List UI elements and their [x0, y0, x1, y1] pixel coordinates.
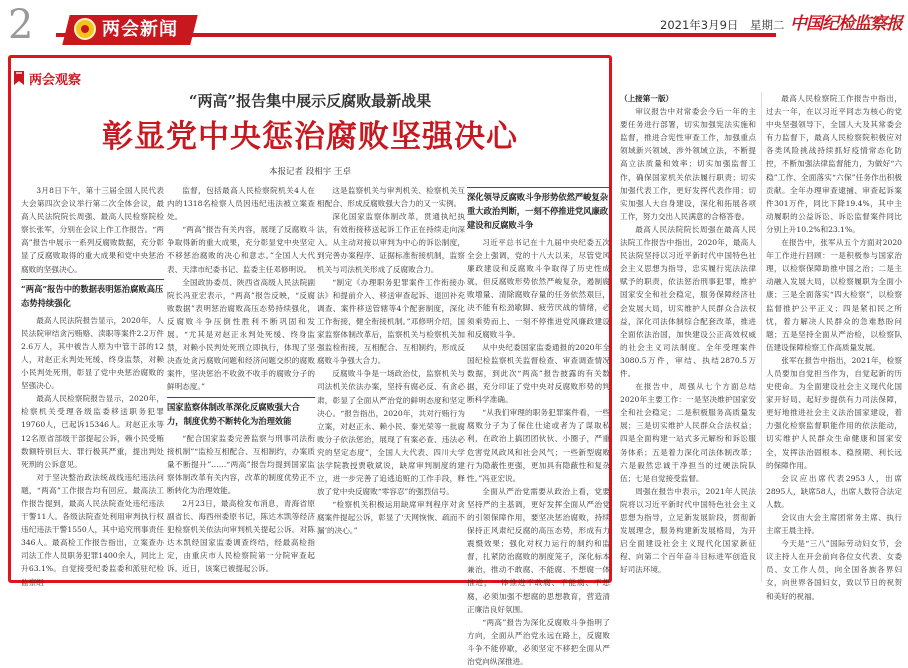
paragraph: 会议由大会主席团常务主席、执行主席王晨主持。 [766, 513, 902, 536]
article-byline: 本报记者 段相宇 王卓 [269, 167, 351, 177]
page-number: 2 [8, 2, 34, 48]
article-column-4 [467, 184, 610, 666]
paragraph: 全面从严治党需要从政治上看，党要坚持严的主基调，更好发挥全面从严治党的引领保障作用，要坚决惩治腐败，持续保持正风肃纪反腐的高压态势，形成有力震慑效果；强化对权力运行的制约和监督，扎紧防治腐败的制度笼子，深化标本兼治，推动不敢腐、不能腐、不想腐一体推进，一体推进不敢腐、不能腐、不想腐，必须加强不想腐的思想教育，营造清正廉洁良好氛围。 [467, 486, 610, 614]
paragraph: 反腐败斗争是一场政治仗，监察机关与司法机关依法办案，坚持有腐必反、有贪必肃，彰显了全面从严治党的鲜明态度和坚定决心。“报告指出，2020年，共对行贿行为立案，对赵正永、赖小民、秦光荣等一批腐败分子依法惩治，展现了有案必查、违法必究的坚定态度”，全国人大代表、四川大学法学院教授贾敬斌说，缺席审判制度的建立，进一步完善了追逃追赃的工作手段，释放了党中央反腐败“零容忍”的强烈信号。 [317, 369, 465, 497]
paragraph: “检察机关积极运用缺席审判程序对贪腐案件提起公诉，彰显了‘天网恢恢、疏而不漏’的决心。” [317, 500, 465, 536]
bookmark-icon [13, 71, 25, 85]
article-headline: 彰显党中央惩治腐败坚强决心 [102, 119, 518, 155]
national-emblem-icon [74, 18, 96, 40]
paragraph: 张军在报告中指出，2021年，检察人员要加自觉担当作为，自觉起新的历史使命。为全面建设社会主义现代化国家开好局、起好步提供有力司法保障，更好地推进社会主义法治国家建设，着力强化检察监督职能作用的依法能动，切实维护人民群众生命健康和国家安全，发挥法治固根本、稳预期、利长远的保障作用。 [766, 355, 902, 470]
subheading: 深化领导反腐败斗争形势依然严峻复杂重大政治判断，一刻不停推进党风廉政建设和反腐败斗争 [467, 187, 610, 234]
paragraph: 深化国家监察体制改革，贯通执纪执法，有效衔接移送起诉工作正在持续走向深入。从主动对接以审判为中心的诉讼制度，到完善办案程序、证据标准衔接机制，监察机关与司法机关形成了反腐败合力。 [317, 212, 465, 274]
right-column-1 [620, 92, 756, 582]
article-column-1 [21, 184, 164, 587]
paragraph: 全国政协委员、陕西省高级人民法院副院长冯亚宏表示，“两高”报告反映，“反腐败数据”表明惩治腐败高压态势持续强化，反腐败斗争压倒性胜利不断巩固和发展。“尤其是对赵正永判处死缓、终身监禁，对赖小民判处死刑立即执行，体现了坚决查处贪污腐败问题和经济问题交织的腐败案件，坚决惩治不收敛不收手的腐败分子的鲜明态度。” [167, 277, 315, 392]
paragraph: “从我们审理的职务犯罪案件看，一些腐败分子为了保住仕途或者为了谋取私利，在政治上搞团团伙伙、小圈子，严重危害党风政风和社会风气；一些新型腐败行为隐蔽性更强，更加具有隐蔽性和复杂性。”冯亚宏说。 [467, 408, 610, 483]
paragraph: 会议应出席代表2953人，出席2895人，缺席58人，出席人数符合法定人数。 [766, 473, 902, 509]
paragraph: 对于坚决整治政法统战线违纪违法问题，“两高”工作报告均有回应。最高法工作报告提到，最高人民法院查处违纪违法干警11人。各级法院查处利用审判执行权违纪违法干警1550人，其中追究刑事责任346人。最高检工作报告指出，立案查办司法工作人员职务犯罪1400余人，同比上升63.1%。自觉接受纪委监委和派驻纪检监察组 [21, 472, 164, 587]
paragraph: 最高人民法院报告显示，2020年，人民法院审结贪污贿赂、渎职等案件2.2万件2.6万人，其中被告人原为中管干部的12人，对赵正永判处死缓、终身监禁，对赖小民判处死刑，彰显了党中央惩治腐败的坚强决心。 [21, 315, 164, 391]
masthead [0, 0, 908, 50]
column-divider [761, 92, 762, 582]
paragraph: 从中央纪委国家监委通报的2020年全国纪检监察机关监督检查、审查调查情况数据，到此次“两高”报告披露的有关数据，充分印证了党中央对反腐败形势的判断科学准确。 [467, 342, 610, 405]
paragraph: 监督，包括最高人民检察院机关4人在内的1318名检察人员因违纪违法被立案查处。 [167, 186, 315, 222]
paragraph: 3月8日下午，第十三届全国人民代表大会第四次会议举行第二次全体会议，最高人民法院院长周强、最高人民检察院检察长张军，分别在会议上作工作报告。“两高”报告中展示一系列反腐败数据，充分彰显了反腐败取得的重大成果和党中央惩治腐败的坚强决心。 [21, 186, 164, 274]
paragraph: “制定《办理职务犯罪案件工作衔接办法》和提前介入、移送审查起诉、退回补充调查、案件移送管辖等4个配套制度，深化工作衔接，健全衔接机制。”邓修明介绍，国家监察体制改革后，监察机关与检察机关加强监检衔接，互相配合、互相制约，形成反腐败斗争强大合力。 [317, 277, 465, 366]
issue-date: 2021年3月9日 [660, 18, 739, 32]
paragraph: 今天是“三八”国际劳动妇女节，会议主持人在开会前向各位女代表、女委员、女工作人员，向全国各族各界妇女，向世界各国妇女，致以节日的祝贺和美好的祝福。 [766, 539, 902, 601]
right-column-2 [766, 92, 902, 601]
issue-weekday: 星期二 [750, 18, 785, 32]
section-title: 两会新闻 [102, 19, 178, 40]
newspaper-logo: 中国纪检监察报 [790, 14, 902, 34]
paragraph: 在报告中，周强从七个方面总结2020年主要工作：一是坚决维护国家安全和社会稳定；二是积极服务高质量发展；三是切实维护人民群众合法权益；四是全面构建一站式多元解纷和诉讼服务体系；五是着力深化司法体制改革；六是毅然忠诚干净担当的过硬法院队伍；七是自觉接受监督。 [620, 382, 756, 483]
subheading: “两高”报告中的数据表明惩治腐败高压态势持续强化 [21, 279, 164, 312]
paragraph: 最高人民法院院长周强在最高人民法院工作报告中指出，2020年，最高人民法院坚持以习近平新时代中国特色社会主义思想为指导，忠实履行宪法法律赋予的职责，依法惩治刑事犯罪，维护国家安全和社会稳定，服务保障经济社会发展大局，切实维护人民群众合法权益，深化司法体制综合配套改革，推进全面依法治国，加快建设公正高效权威的社会主义司法制度。全年受理案件3080.5万件，审结、执结2870.5万件。 [620, 224, 756, 378]
paragraph: “配合国家监委完善监察与刑事司法衔接机制”“监检互相配合、互相制约，办案质量不断提升”……“两高”报告均提到国家监察体制改革有关内容，改革的制度优势正不断转化为治理效能。 [167, 433, 315, 495]
continuation-label: （上接第一版） [620, 94, 674, 103]
column-label-text: 两会观察 [29, 72, 82, 88]
article-kicker: “两高”报告集中展示反腐败最新战果 [188, 92, 432, 110]
paragraph: 在报告中，张军从五个方面对2020年工作进行回顾：一是积极参与国家治理，以检察保障助推中国之治；二是主动融入发展大局，以检察履职为全面小康；三是全面落实“四大检察”，以检察监督推护公平正义；四是紧扣民之所忧，着力解决人民群众的急难愁盼问题；五是坚持全面从严治检，以检察队伍建设保障检察工作高质量发展。 [766, 238, 902, 352]
paragraph: “两高”报告为深化反腐败斗争指明了方向，全面从严治党永远在路上，反腐败斗争不能停歇，必须坚定不移把全面从严治党向纵深推进。 [467, 617, 610, 666]
highlighted-article[interactable] [8, 55, 612, 666]
paragraph: 2月23日，最高检发布消息，青海省原副省长、海西州委原书记，陈达木凯等经济犯检察机关依法向审判机关提起公诉。对陈达木凯经国家监委调查终结，经最高检指定，由重庆市人民检察院第一分院审查起诉。近日，该案已被提起公诉。 [167, 498, 315, 574]
article-column-2 [167, 184, 315, 582]
article-column-3 [317, 184, 465, 582]
paragraph: 周强在报告中表示，2021年人民法院将以习近平新时代中国特色社会主义思想为指导，立足新发展阶段，贯彻新发展理念，服务构建新发展格局，为开启全面建设社会主义现代化国家新征程、向第二个百年奋斗目标进军创造良好司法环境。 [620, 486, 756, 575]
paragraph: 习近平总书记在十九届中央纪委五次全会上强调，党的十八大以来，尽管党风廉政建设和反腐败斗争取得了历史性成就，但反腐败形势依然严峻复杂，遏制腐败增量、清除腐败存量的任务依然艰巨，决不能有松劲歇脚、疲劳厌战的情绪，必须乘势而上、一刻不停推进党风廉政建设和反腐败斗争。 [467, 238, 610, 339]
paragraph: 审议报告中对常委会今后一年的主要任务进行部署，切实加强宪法实施和监督，推进合宪性审查工作，加强重点领域新兴领域、涉外领域立法，不断提高立法质量和效率；切实加强监督工作，确保国家机关依法履行职责；切实加强代表工作，更好发挥代表作用；切实加强人大自身建设，深化和拓展各项工作，努力交出人民满意的合格答卷。 [620, 107, 756, 221]
paragraph: “两高”报告有关内容，展现了反腐败斗争取得新的重大成果，充分彰显党中央坚定不移惩治腐败的决心和意志。”全国人大代表、天津市纪委书记、监委主任邓修明说。 [167, 225, 315, 274]
paragraph: 最高人民检察院工作报告中指出，过去一年，在以习近平同志为核心的党中央坚强领导下，全国人大及其常委会有力监督下，最高人民检察院积极应对各类风险挑战持续抓好疫情常态化防控，不断加强法律监督能力，为做好“六稳”工作、全面落实“六保”任务作出积极贡献。全年办理审查逮捕、审查起诉案件301万件，同比下降19.4%，其中主动履职的公益诉讼、诉讼监督案件同比分别上升10.2%和23.1%。 [766, 94, 902, 234]
column-label [11, 68, 81, 88]
paragraph: 最高人民检察院报告显示，2020年，检察机关受理各级监委移送职务犯罪19760人，已起诉15346人。对赵正永等12名原省部级干部提起公诉，赖小民受贿数额特别巨大、罪行极其严重，提出判处死刑的公诉意见。 [21, 394, 164, 469]
paragraph: 这是监察机关与审判机关、检察机关互相配合、形成反腐败强大合力的又一实例。 [317, 186, 465, 209]
subheading: 国家监察体制改革深化反腐败强大合力，制度优势不断转化为治理效能 [167, 397, 315, 430]
